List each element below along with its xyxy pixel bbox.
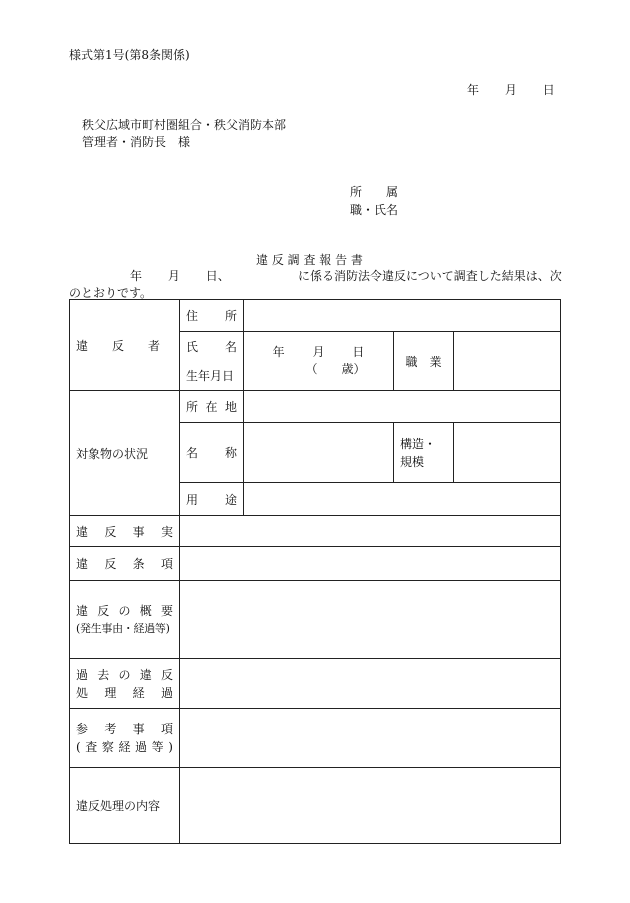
violator-label: 違 反 者: [70, 300, 180, 391]
intro-line1: [130, 267, 230, 284]
form-number: 様式第1号(第8条関係): [69, 48, 190, 62]
reference-label: 参 考 事 項 ( 査 察 経 過 等 ): [70, 709, 180, 768]
clauses-label: 違 反 条 項: [70, 547, 180, 581]
intro-day: 日、: [205, 269, 230, 283]
structure-label: 構造・規模: [394, 423, 454, 483]
facts-field[interactable]: [180, 516, 561, 547]
handling-content-field[interactable]: [180, 768, 561, 844]
target-status-label: 対象物の状況: [70, 391, 180, 516]
designation-label: 名 称: [180, 423, 244, 483]
clauses-field[interactable]: [180, 547, 561, 581]
address-field[interactable]: [244, 300, 561, 332]
location-label: 所 在 地: [180, 391, 244, 423]
intro-year: 年: [130, 269, 143, 283]
birthdate-label: 生年月日: [180, 361, 244, 391]
designation-field[interactable]: [244, 423, 394, 483]
addressee-line2: 管理者・消防長 様: [82, 135, 191, 149]
location-field[interactable]: [244, 391, 561, 423]
addressee-line1: 秩父広域市町村圏組合・秩父消防本部: [82, 118, 287, 132]
past-handling-field[interactable]: [180, 659, 561, 709]
summary-label: 違 反 の 概 要 (発生事由・経過等): [70, 581, 180, 659]
summary-field[interactable]: [180, 581, 561, 659]
name-label: 氏 名: [180, 332, 244, 361]
affiliation-label: 所 属: [350, 185, 399, 199]
name-title-label: 職・氏名: [350, 203, 399, 217]
past-handling-label: 過 去 の 違 反 処 理 経 過: [70, 659, 180, 709]
facts-label: 違 反 事 実: [70, 516, 180, 547]
intro-text2: のとおりです。: [69, 286, 153, 300]
reference-field[interactable]: [180, 709, 561, 768]
date-day: 日: [542, 83, 555, 97]
document-title: 違 反 調 査 報 告 書: [256, 253, 363, 267]
report-table: [69, 299, 561, 844]
handling-content-label: 違反処理の内容: [70, 768, 180, 844]
occupation-label: 職 業: [394, 332, 454, 391]
occupation-field[interactable]: [454, 332, 561, 391]
usage-field[interactable]: [244, 483, 561, 516]
date-month: 月: [504, 83, 517, 97]
report-date: [467, 81, 555, 98]
address-label: 住 所: [180, 300, 244, 332]
intro-month: 月: [167, 269, 180, 283]
date-year: 年: [467, 83, 480, 97]
structure-field[interactable]: [454, 423, 561, 483]
intro-text: に係る消防法令違反について調査した結果は、次: [298, 269, 562, 283]
birthdate-field[interactable]: 年 月 日 （ 歳）: [244, 332, 394, 391]
usage-label: 用 途: [180, 483, 244, 516]
